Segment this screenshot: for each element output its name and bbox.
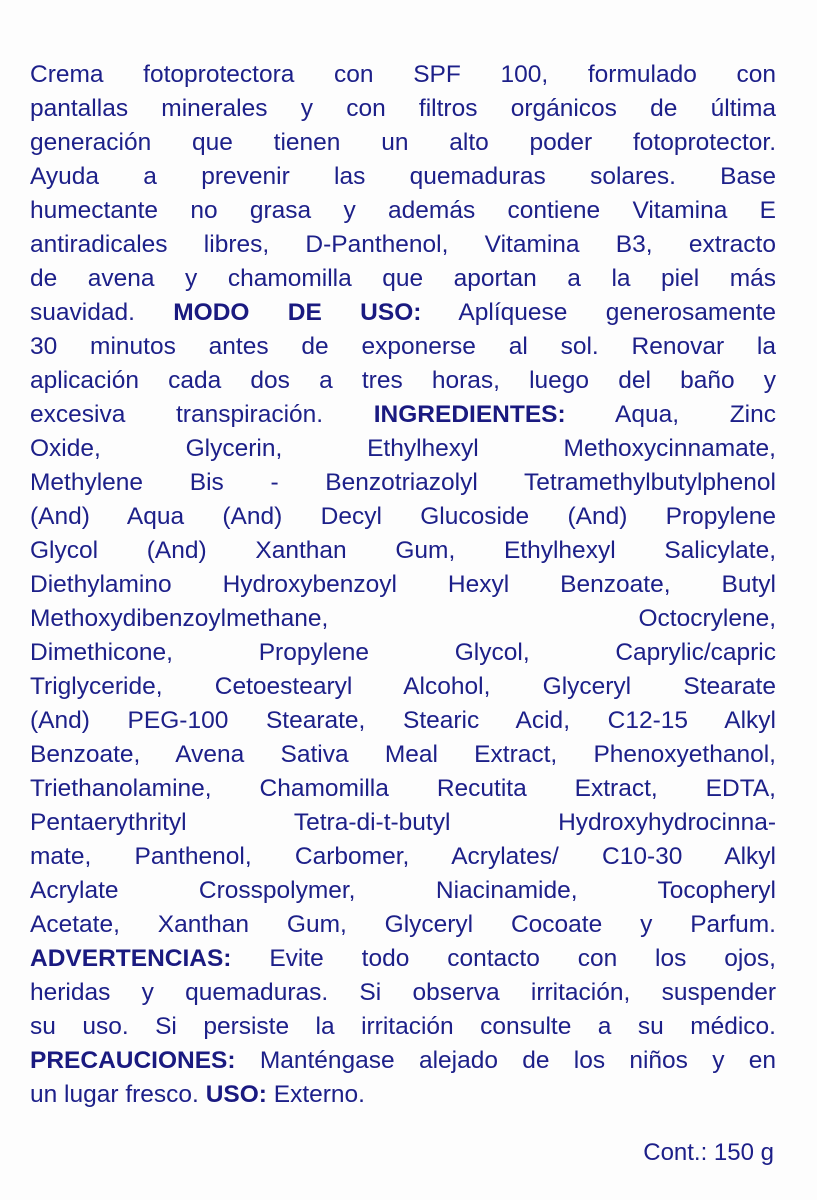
text-segment: Aqua, Zinc <box>565 401 776 428</box>
text-segment: antiradicales libres, D-Panthenol, Vitamina B3, extracto <box>30 231 776 258</box>
text-line <box>30 1078 776 1112</box>
text-segment: Dimethicone, Propylene Glycol, Caprylic/capric <box>30 639 776 666</box>
text-line <box>30 466 776 500</box>
section-heading: USO: <box>205 1081 267 1108</box>
text-segment: heridas y quemaduras. Si observa irritación, suspender <box>30 979 776 1006</box>
text-segment: Manténgase alejado de los niños y en <box>235 1047 776 1074</box>
text-segment: Acrylate Crosspolymer, Niacinamide, Tocopheryl <box>30 877 776 904</box>
text-line <box>30 670 776 704</box>
section-heading: MODO DE USO: <box>173 299 422 326</box>
text-segment: Acetate, Xanthan Gum, Glyceryl Cocoate y Parfum. <box>30 911 776 938</box>
text-segment: excesiva transpiración. <box>30 401 374 428</box>
text-segment: Methoxydibenzoylmethane, Octocrylene, <box>30 605 776 632</box>
text-segment: Glycol (And) Xanthan Gum, Ethylhexyl Salicylate, <box>30 537 776 564</box>
text-line <box>30 92 776 126</box>
text-segment: mate, Panthenol, Carbomer, Acrylates/ C10-30 Alkyl <box>30 843 776 870</box>
text-line <box>30 806 776 840</box>
text-segment: Methylene Bis - Benzotriazolyl Tetramethylbutylphenol <box>30 469 776 496</box>
text-segment: Aplíquese generosamente <box>421 299 777 326</box>
text-segment: Pentaerythrityl Tetra-di-t-butyl Hydroxyhydrocinna- <box>30 809 776 836</box>
text-segment: (And) PEG-100 Stearate, Stearic Acid, C12-15 Alkyl <box>30 707 776 734</box>
text-line <box>30 262 776 296</box>
text-segment: un lugar fresco. <box>30 1081 206 1108</box>
text-line <box>30 432 776 466</box>
text-line <box>30 738 776 772</box>
text-line <box>30 1010 776 1044</box>
text-segment: generación que tienen un alto poder fotoprotector. <box>30 129 776 156</box>
section-heading: PRECAUCIONES: <box>30 1047 236 1074</box>
text-segment: (And) Aqua (And) Decyl Glucoside (And) Propylene <box>30 503 776 530</box>
text-segment: humectante no grasa y además contiene Vitamina E <box>30 197 776 224</box>
text-line <box>30 160 776 194</box>
label-text <box>30 58 776 1112</box>
section-heading: INGREDIENTES: <box>373 401 566 428</box>
text-segment: Externo. <box>266 1081 365 1108</box>
text-segment: suavidad. <box>30 299 174 326</box>
text-line <box>30 330 776 364</box>
text-line <box>30 364 776 398</box>
text-line <box>30 568 776 602</box>
text-line <box>30 704 776 738</box>
text-segment: 30 minutos antes de exponerse al sol. Renovar la <box>30 333 776 360</box>
text-segment: de avena y chamomilla que aportan a la piel más <box>30 265 776 292</box>
text-line <box>30 194 776 228</box>
text-line <box>30 500 776 534</box>
text-line <box>30 296 776 330</box>
text-line <box>30 636 776 670</box>
text-line <box>30 874 776 908</box>
text-segment: Diethylamino Hydroxybenzoyl Hexyl Benzoate, Butyl <box>30 571 776 598</box>
text-line <box>30 772 776 806</box>
text-line <box>30 840 776 874</box>
text-line <box>30 908 776 942</box>
text-segment: Benzoate, Avena Sativa Meal Extract, Phenoxyethanol, <box>30 741 776 768</box>
text-line <box>30 398 776 432</box>
text-segment: aplicación cada dos a tres horas, luego del baño y <box>30 367 776 394</box>
text-segment: Crema fotoprotectora con SPF 100, formulado con <box>30 61 776 88</box>
text-segment: Oxide, Glycerin, Ethylhexyl Methoxycinnamate, <box>30 435 776 462</box>
text-line <box>30 1044 776 1078</box>
text-segment: su uso. Si persiste la irritación consulte a su médico. <box>30 1013 776 1040</box>
text-segment: Evite todo contacto con los ojos, <box>231 945 776 972</box>
net-content: Cont.: 150 g <box>643 1139 774 1166</box>
text-line <box>30 976 776 1010</box>
text-line <box>30 602 776 636</box>
text-segment: Triglyceride, Cetoestearyl Alcohol, Glyceryl Stearate <box>30 673 776 700</box>
text-segment: Ayuda a prevenir las quemaduras solares. Base <box>30 163 776 190</box>
text-segment: pantallas minerales y con filtros orgánicos de última <box>30 95 776 122</box>
section-heading: ADVERTENCIAS: <box>30 945 232 972</box>
text-segment: Triethanolamine, Chamomilla Recutita Extract, EDTA, <box>30 775 776 802</box>
text-line <box>30 58 776 92</box>
text-line <box>30 534 776 568</box>
text-line <box>30 942 776 976</box>
text-line <box>30 228 776 262</box>
text-line <box>30 126 776 160</box>
